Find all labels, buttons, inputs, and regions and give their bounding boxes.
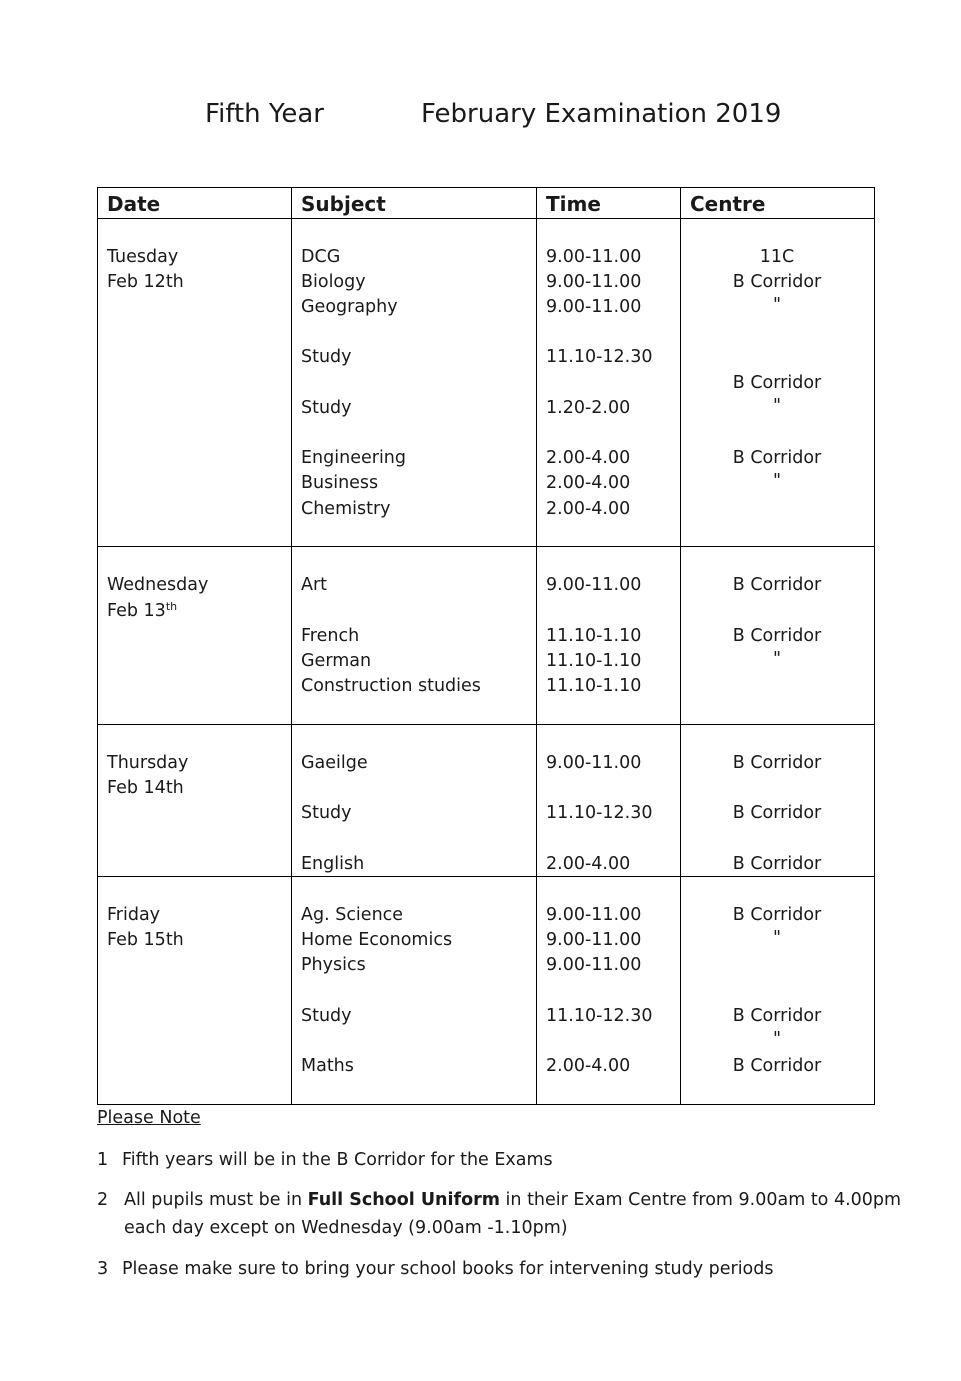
time-cell: 11.10-12.30: [546, 347, 653, 367]
subject-cell: Study: [301, 347, 352, 367]
centre-ditto: ": [772, 396, 782, 416]
time-cell: 11.10-1.10: [546, 676, 642, 696]
time-cell: 11.10-1.10: [546, 651, 642, 671]
centre-ditto: ": [772, 295, 782, 315]
date-value: Feb 15th: [107, 930, 184, 950]
time-cell: 9.00-11.00: [546, 297, 642, 317]
centre-ditto: ": [772, 928, 782, 948]
subject-cell: Chemistry: [301, 499, 391, 519]
note-text: All pupils must be in Full School Uniform in their Exam Centre from 9.00am to 4.00pm: [124, 1190, 902, 1210]
centre-cell: B Corridor: [732, 803, 822, 823]
time-cell: 2.00-4.00: [546, 448, 631, 468]
page-title-exam: February Examination 2019: [421, 99, 782, 129]
note-number: 2: [97, 1190, 109, 1210]
subject-cell: Geography: [301, 297, 398, 317]
column-divider: [536, 187, 537, 1105]
subject-cell: Study: [301, 803, 352, 823]
date-day: Wednesday: [107, 575, 209, 595]
centre-cell: 11C: [759, 247, 795, 267]
time-cell: 9.00-11.00: [546, 753, 642, 773]
subject-cell: Business: [301, 473, 379, 493]
row-divider: [97, 724, 875, 725]
time-cell: 11.10-12.30: [546, 803, 653, 823]
subject-cell: Study: [301, 398, 352, 418]
notes-heading: Please Note: [97, 1108, 201, 1128]
centre-cell: B Corridor: [732, 373, 822, 393]
centre-cell: B Corridor: [732, 753, 822, 773]
table-border-bottom: [97, 1104, 875, 1105]
subject-cell: Biology: [301, 272, 366, 292]
subject-cell: Engineering: [301, 448, 406, 468]
column-divider: [291, 187, 292, 1105]
subject-cell: Construction studies: [301, 676, 481, 696]
centre-cell: B Corridor: [732, 1056, 822, 1076]
time-cell: 9.00-11.00: [546, 272, 642, 292]
table-border-left: [97, 187, 98, 1105]
subject-cell: Study: [301, 1006, 352, 1026]
time-cell: 2.00-4.00: [546, 499, 631, 519]
column-header-date: Date: [107, 192, 161, 216]
date-day: Thursday: [107, 753, 189, 773]
subject-cell: Art: [301, 575, 328, 595]
note-emphasis: Full School Uniform: [307, 1190, 500, 1210]
date-value: Feb 12th: [107, 272, 184, 292]
note-text: Fifth years will be in the B Corridor for the Exams: [122, 1150, 553, 1170]
note-number: 3: [97, 1259, 109, 1279]
time-cell: 2.00-4.00: [546, 1056, 631, 1076]
subject-cell: Physics: [301, 955, 366, 975]
subject-cell: Maths: [301, 1056, 354, 1076]
row-divider: [97, 546, 875, 547]
time-cell: 9.00-11.00: [546, 955, 642, 975]
page-title-year: Fifth Year: [205, 99, 324, 129]
table-border-top: [97, 187, 875, 188]
subject-cell: Ag. Science: [301, 905, 404, 925]
centre-ditto: ": [772, 471, 782, 491]
centre-cell: B Corridor: [732, 272, 822, 292]
centre-ditto: ": [772, 649, 782, 669]
date-value: Feb 14th: [107, 778, 184, 798]
time-cell: 2.00-4.00: [546, 854, 631, 874]
subject-cell: Gaeilge: [301, 753, 368, 773]
column-header-time: Time: [546, 192, 601, 216]
time-cell: 9.00-11.00: [546, 247, 642, 267]
table-border-right: [874, 187, 875, 1105]
subject-cell: DCG: [301, 247, 341, 267]
subject-cell: German: [301, 651, 372, 671]
time-cell: 9.00-11.00: [546, 930, 642, 950]
column-header-centre: Centre: [690, 192, 766, 216]
subject-cell: English: [301, 854, 365, 874]
note-number: 1: [97, 1150, 109, 1170]
time-cell: 11.10-1.10: [546, 626, 642, 646]
column-header-subject: Subject: [301, 192, 386, 216]
centre-cell: B Corridor: [732, 575, 822, 595]
time-cell: 1.20-2.00: [546, 398, 631, 418]
centre-cell: B Corridor: [732, 1006, 822, 1026]
note-text: Please make sure to bring your school books for intervening study periods: [122, 1259, 774, 1279]
centre-cell: B Corridor: [732, 905, 822, 925]
subject-cell: Home Economics: [301, 930, 453, 950]
subject-cell: French: [301, 626, 360, 646]
time-cell: 11.10-12.30: [546, 1006, 653, 1026]
centre-ditto: ": [772, 1029, 782, 1049]
centre-cell: B Corridor: [732, 448, 822, 468]
date-day: Tuesday: [107, 247, 179, 267]
date-value: Feb 13th: [107, 600, 178, 621]
time-cell: 9.00-11.00: [546, 905, 642, 925]
centre-cell: B Corridor: [732, 626, 822, 646]
time-cell: 9.00-11.00: [546, 575, 642, 595]
centre-cell: B Corridor: [732, 854, 822, 874]
time-cell: 2.00-4.00: [546, 473, 631, 493]
note-text-continued: each day except on Wednesday (9.00am -1.10pm): [124, 1218, 568, 1238]
date-day: Friday: [107, 905, 161, 925]
